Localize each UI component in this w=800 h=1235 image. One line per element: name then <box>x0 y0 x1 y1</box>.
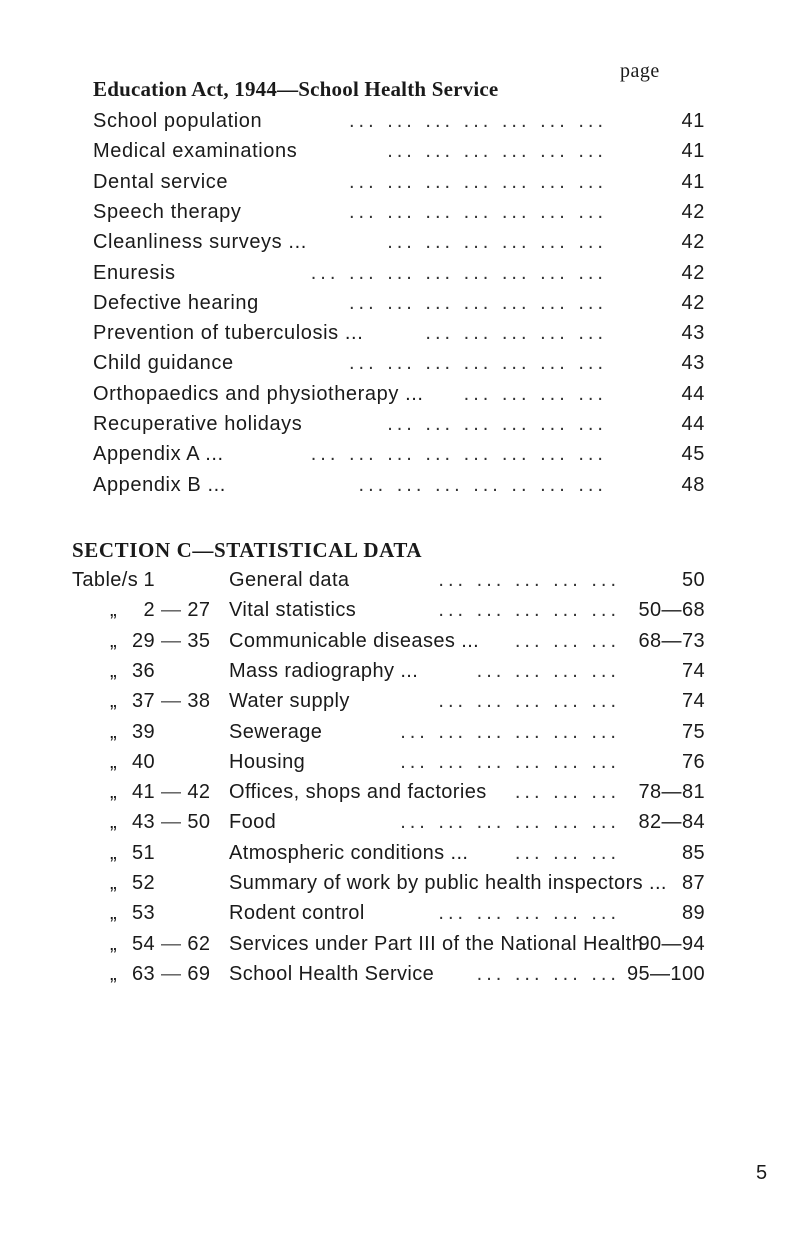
dot-leader: ... ... ... ... ... ... <box>387 413 607 435</box>
toc-entry <box>93 443 705 473</box>
dot-leader: ... ... ... <box>514 842 620 864</box>
toc-entry-page: 41 <box>681 140 705 162</box>
dot-leader: ... ... ... ... ... <box>438 599 620 621</box>
table-range <box>129 781 224 804</box>
table-range-from: 41 <box>131 781 155 803</box>
ditto-mark: „ <box>110 599 118 621</box>
toc-entry-page: 42 <box>681 231 705 253</box>
table-range <box>129 963 224 986</box>
table-range <box>129 721 224 744</box>
stat-entry-pages: 85 <box>681 842 705 864</box>
toc-entry-page: 41 <box>681 110 705 132</box>
dot-leader: ... ... ... ... ... ... <box>400 751 620 773</box>
stat-entry-pages: 76 <box>681 751 705 773</box>
table-range-from: 43 <box>131 811 155 833</box>
dot-leader: ... ... ... <box>514 781 620 803</box>
stat-entry <box>72 933 705 963</box>
table-range <box>129 660 224 683</box>
section-heading-education: Education Act, 1944—School Health Service <box>93 77 499 101</box>
stat-entry-pages: 89 <box>681 902 705 924</box>
table-range-dash: — <box>161 781 182 803</box>
table-range-to: 42 <box>187 781 211 803</box>
toc-entry <box>93 231 705 261</box>
stat-entry-description: General data <box>229 569 350 591</box>
table-range-dash: — <box>161 811 182 833</box>
table-range <box>129 599 224 622</box>
stat-entry <box>72 872 705 902</box>
dot-leader: ... ... ... ... ... ... ... <box>348 201 607 223</box>
stat-entry-pages: 50 <box>681 569 705 591</box>
ditto-mark: „ <box>110 933 118 955</box>
table-range-to: 27 <box>187 599 211 621</box>
table-range <box>129 842 224 865</box>
stat-entry-description: Water supply <box>229 690 350 712</box>
toc-entry <box>93 383 705 413</box>
stat-entry-description: Sewerage <box>229 721 323 743</box>
table-range-from: 29 <box>131 630 155 652</box>
toc-entry-page: 42 <box>681 262 705 284</box>
dot-leader: ... ... ... ... <box>463 383 607 405</box>
toc-entry-title: Recuperative holidays <box>93 413 303 435</box>
toc-entry-title: Child guidance <box>93 352 234 374</box>
toc-entry <box>93 352 705 382</box>
stat-entry-description: Atmospheric conditions ... <box>229 842 469 864</box>
dot-leader: ... ... ... ... ... ... ... <box>348 171 607 193</box>
table-range-to: 69 <box>187 963 211 985</box>
dot-leader: ... ... ... ... <box>476 660 620 682</box>
table-range-from: 37 <box>131 690 155 712</box>
toc-entry-page: 44 <box>681 383 705 405</box>
table-prefix: Table/s <box>72 569 139 591</box>
table-range-from: 39 <box>131 721 155 743</box>
stat-entry-pages: 68—73 <box>638 630 705 652</box>
dot-leader: ... ... ... ... ... ... <box>387 231 607 253</box>
stat-entry <box>72 660 705 690</box>
table-range <box>129 811 224 834</box>
toc-entry-page: 41 <box>681 171 705 193</box>
ditto-mark: „ <box>110 872 118 894</box>
table-range-dash: — <box>161 933 182 955</box>
stat-entry-description: Communicable diseases ... <box>229 630 480 652</box>
stat-entry-pages: 82—84 <box>638 811 705 833</box>
table-range-dash: — <box>161 963 182 985</box>
page-number: 5 <box>756 1162 768 1184</box>
table-range <box>129 690 224 713</box>
stat-entry-description: Services under Part III of the National Health <box>229 933 644 955</box>
stat-entry-pages: 74 <box>681 690 705 712</box>
toc-entry <box>93 292 705 322</box>
toc-entry <box>93 262 705 292</box>
ditto-mark: „ <box>110 690 118 712</box>
dot-leader: ... ... ... ... .. ... ... <box>358 474 607 496</box>
ditto-mark: „ <box>110 902 118 924</box>
toc-entry <box>93 474 705 504</box>
stat-entry-pages: 75 <box>681 721 705 743</box>
toc-entry <box>93 110 705 140</box>
dot-leader: ... ... ... <box>514 630 620 652</box>
ditto-mark: „ <box>110 811 118 833</box>
table-range-from: 54 <box>131 933 155 955</box>
table-range-to: 50 <box>187 811 211 833</box>
dot-leader: ... ... ... ... ... ... ... <box>348 292 607 314</box>
toc-entry <box>93 171 705 201</box>
stat-entry-pages: 95—100 <box>626 963 705 985</box>
table-range-from: 51 <box>131 842 155 864</box>
stat-entry <box>72 599 705 629</box>
table-range <box>129 872 224 895</box>
dot-leader: ... ... ... ... ... <box>425 322 607 344</box>
section-heading-statistical: SECTION C—STATISTICAL DATA <box>72 538 423 562</box>
table-range-dash: — <box>161 599 182 621</box>
toc-entry-title: School population <box>93 110 263 132</box>
dot-leader: ... ... ... ... ... ... <box>387 140 607 162</box>
ditto-mark: „ <box>110 660 118 682</box>
toc-entry <box>93 413 705 443</box>
stat-entry <box>72 721 705 751</box>
toc-entry-page: 45 <box>681 443 705 465</box>
table-range <box>129 569 224 592</box>
table-range-dash: — <box>161 690 182 712</box>
ditto-mark: „ <box>110 963 118 985</box>
table-range-from: 52 <box>131 872 155 894</box>
ditto-mark: „ <box>110 721 118 743</box>
stat-entry-description: Mass radiography ... <box>229 660 419 682</box>
dot-leader: ... ... ... ... ... ... ... ... <box>310 443 607 465</box>
toc-entry-title: Defective hearing <box>93 292 259 314</box>
table-range-from: 53 <box>131 902 155 924</box>
toc-entry-page: 43 <box>681 322 705 344</box>
ditto-mark: „ <box>110 842 118 864</box>
stat-entry-description: Rodent control <box>229 902 365 924</box>
toc-entry-title: Speech therapy <box>93 201 242 223</box>
dot-leader: ... ... ... ... ... <box>438 690 620 712</box>
toc-entry-page: 42 <box>681 201 705 223</box>
toc-entry-page: 42 <box>681 292 705 314</box>
table-range-from: 63 <box>131 963 155 985</box>
toc-entry-page: 44 <box>681 413 705 435</box>
table-range-from: 2 <box>143 599 155 621</box>
ditto-mark: „ <box>110 630 118 652</box>
stat-entry <box>72 781 705 811</box>
table-range <box>129 933 224 956</box>
stat-entry <box>72 963 705 993</box>
dot-leader: ... ... ... ... ... ... <box>400 811 620 833</box>
toc-entry <box>93 140 705 170</box>
toc-entry-title: Orthopaedics and physiotherapy ... <box>93 383 424 405</box>
dot-leader: ... ... ... ... ... ... ... <box>348 352 607 374</box>
dot-leader: ... ... ... ... ... ... ... ... <box>310 262 607 284</box>
page-column-label: page <box>620 60 660 82</box>
table-range <box>129 630 224 653</box>
toc-entry-title: Appendix A ... <box>93 443 224 465</box>
stat-entry-description: Food <box>229 811 277 833</box>
stat-entry-pages: 87 <box>681 872 705 894</box>
stat-entry <box>72 690 705 720</box>
dot-leader: ... ... ... ... <box>476 963 620 985</box>
toc-entry-page: 48 <box>681 474 705 496</box>
dot-leader: ... ... ... ... ... <box>438 569 620 591</box>
toc-entry-title: Cleanliness surveys ... <box>93 231 307 253</box>
stat-entry-pages: 90—94 <box>638 933 705 955</box>
stat-entry <box>72 630 705 660</box>
ditto-mark: „ <box>110 751 118 773</box>
table-range-from: 40 <box>131 751 155 773</box>
table-range <box>129 751 224 774</box>
stat-entry-pages: 74 <box>681 660 705 682</box>
stat-entry-description: Summary of work by public health inspectors ... <box>229 872 667 894</box>
table-range-from: 36 <box>131 660 155 682</box>
table-range <box>129 902 224 925</box>
stat-entry <box>72 569 705 599</box>
stat-entry <box>72 902 705 932</box>
table-range-dash: — <box>161 630 182 652</box>
stat-entry-pages: 78—81 <box>638 781 705 803</box>
table-range-to: 62 <box>187 933 211 955</box>
stat-entry-description: Housing <box>229 751 306 773</box>
toc-entry <box>93 201 705 231</box>
toc-entry-title: Dental service <box>93 171 229 193</box>
stat-entry-pages: 50—68 <box>638 599 705 621</box>
table-range-to: 35 <box>187 630 211 652</box>
stat-entry-description: Offices, shops and factories <box>229 781 487 803</box>
toc-entry-title: Enuresis <box>93 262 176 284</box>
stat-entry <box>72 751 705 781</box>
stat-entry <box>72 811 705 841</box>
stat-entry-description: Vital statistics <box>229 599 357 621</box>
toc-entry-title: Appendix B ... <box>93 474 226 496</box>
toc-entry-page: 43 <box>681 352 705 374</box>
table-range-to: 38 <box>187 690 211 712</box>
toc-entry <box>93 322 705 352</box>
dot-leader: ... ... ... ... ... ... ... <box>348 110 607 132</box>
toc-entry-title: Prevention of tuberculosis ... <box>93 322 364 344</box>
ditto-mark: „ <box>110 781 118 803</box>
table-range-from: 1 <box>143 569 155 591</box>
toc-entry-title: Medical examinations <box>93 140 298 162</box>
dot-leader: ... ... ... ... ... ... <box>400 721 620 743</box>
stat-entry <box>72 842 705 872</box>
stat-entry-description: School Health Service <box>229 963 435 985</box>
dot-leader: ... ... ... ... ... <box>438 902 620 924</box>
